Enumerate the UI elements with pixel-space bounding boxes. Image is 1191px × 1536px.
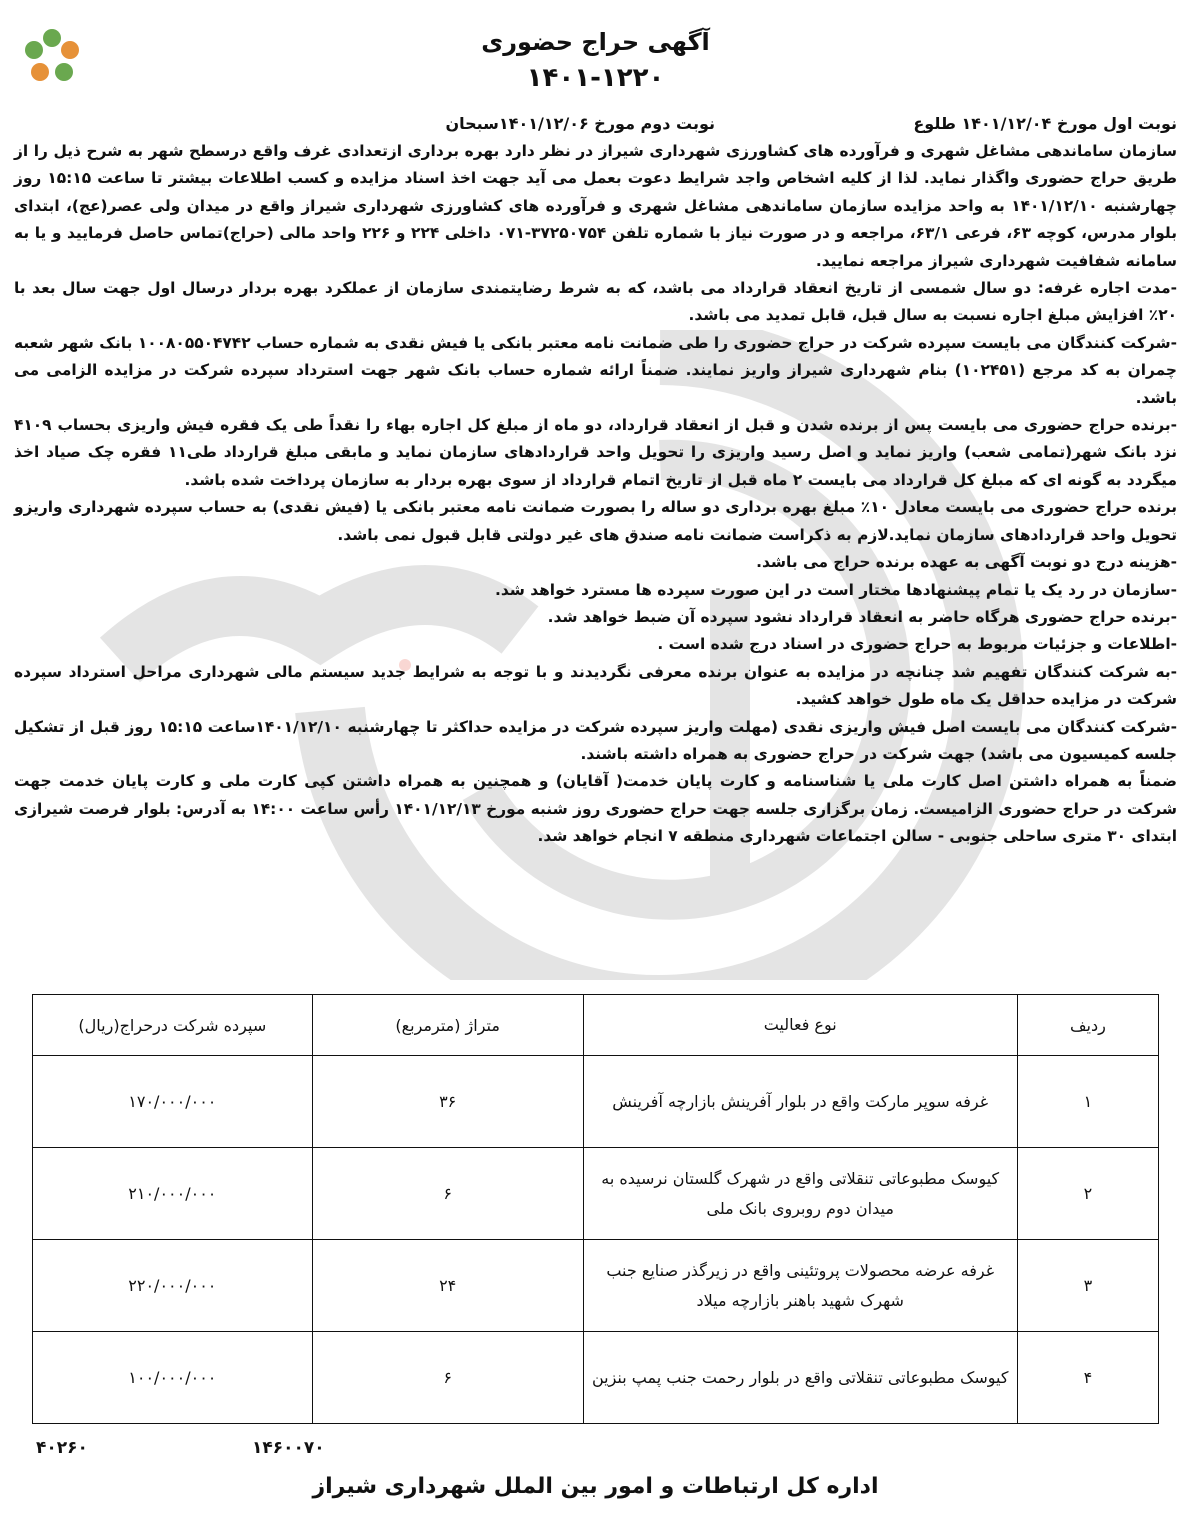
row-index: ۴ xyxy=(1017,1332,1158,1424)
table-row xyxy=(33,1240,1159,1332)
row-area: ۶ xyxy=(312,1332,583,1424)
row-area: ۳۶ xyxy=(312,1056,583,1148)
table-row xyxy=(33,1332,1159,1424)
footer-office: اداره کل ارتباطات و امور بین الملل شهرداری شیراز xyxy=(312,1474,879,1499)
code-left: ۴۰۲۶۰ xyxy=(36,1438,88,1458)
paragraph-session: ضمناً به همراه داشتن اصل کارت ملی یا شناسنامه و کارت پایان خدمت( آقایان) و همچنین به همراه داشتن کپی کارت ملی و کارت پایان خدمت جهت شرکت در حراج حضوری الزامیست. زمان برگزاری جلسه جهت حراج حضوری روز شنبه مورخ ۱۴۰۱/۱۲/۱۳ رأس ساعت ۱۴:۰۰ به آدرس: بلوار فرصت شیرازی ابتدای ۳۰ متری ساحلی جنوبی - سالن اجتماعات شهرداری منطقه ۷ انجام خواهد شد. xyxy=(14,772,1178,846)
row-deposit: ۲۱۰/۰۰۰/۰۰۰ xyxy=(33,1148,313,1240)
row-activity: کیوسک مطبوعاتی تنقلاتی واقع در شهرک گلستان نرسیده به میدان دوم روبروی بانک ملی xyxy=(583,1148,1017,1240)
row-deposit: ۲۲۰/۰۰۰/۰۰۰ xyxy=(33,1240,313,1332)
paragraph-lease-term: -مدت اجاره غرفه: دو سال شمسی از تاریخ انعقاد قرارداد می باشد، که به شرط رضایتمندی سازمان از عملکرد بهره بردار درسال اول جهت سال بعد با ۲۰٪ افزایش مبلغ اجاره نسبت به سال قبل، قابل تمدید می باشد. xyxy=(14,279,1177,325)
row-index: ۳ xyxy=(1017,1240,1158,1332)
notice-body xyxy=(14,138,1177,851)
table-row xyxy=(33,1056,1159,1148)
paragraph-refund: -به شرکت کنندگان تفهیم شد چنانچه در مزایده به عنوان برنده معرفی نگردیدند و با توجه به شرایط جدید سیستم مالی شهرداری مراحل استرداد سپرده شرکت در مزایده حداقل یک ماه طول خواهد کشید. xyxy=(14,662,1177,709)
code-right: ۱۴۶۰۰۷۰ xyxy=(252,1438,325,1458)
row-area: ۶ xyxy=(312,1148,583,1240)
header-area: متراژ (مترمربع) xyxy=(312,995,583,1056)
paragraph-rejection: -سازمان در رد یک یا تمام پیشنهادها مختار است در این صورت سپرده ها مسترد خواهد شد. xyxy=(495,580,1177,599)
header-activity: نوع فعالیت xyxy=(583,995,1017,1056)
table-header-row xyxy=(33,995,1159,1056)
header-index: ردیف xyxy=(1017,995,1158,1056)
row-deposit: ۱۷۰/۰۰۰/۰۰۰ xyxy=(33,1056,313,1148)
paragraph-payment: -برنده حراج حضوری می بایست پس از برنده شدن و قبل از انعقاد قرارداد، دو ماه از مبلغ کل اجاره بهاء را نقداً طی یک فقره فیش واریزی بحساب ۴۱۰۹ نزد بانک شهر(تمامی شعب) واریز نماید و اصل رسید واریزی را تحویل واحد قراردادهای سازمان نماید و مابقی مبلغ قرارداد طی۱۱ فقره چک صیاد اخذ میگردد به گونه ای که مبلغ کل قرارداد می بایست ۲ ماه قبل از تاریخ اتمام قرارداد از سوی بهره بردار به سازمان پرداخت شده باشد. xyxy=(14,416,1178,489)
row-index: ۲ xyxy=(1017,1148,1158,1240)
notice-number: ۱۴۰۱-۱۲۲۰ xyxy=(526,63,665,93)
table-row xyxy=(33,1148,1159,1240)
second-run-date: نوبت دوم مورخ ۱۴۰۱/۱۲/۰۶سبحان xyxy=(445,114,715,133)
row-area: ۲۴ xyxy=(312,1240,583,1332)
paragraph-intro: سازمان ساماندهی مشاغل شهری و فرآورده های کشاورزی شهرداری شیراز در نظر دارد بهره برداری ازتعدادی غرف واقع درسطح شهر به شرح ذیل را از طریق حراج حضوری واگذار نماید. لذا از کلیه اشخاص واجد شرایط دعوت بعمل می آید جهت اخذ اسناد مزایده و کسب اطلاعات بیشتر تا ساعت ۱۵:۱۵ روز چهارشنبه ۱۴۰۱/۱۲/۱۰ به واحد مزایده سازمان ساماندهی مشاغل شهری و فرآورده های کشاورزی شهرداری شیراز واقع در میدان ولی عصر(عج)، ابتدای بلوار مدرس، کوچه ۶۳، فرعی ۶۳/۱، مراجعه و در صورت نیاز با شماره تلفن ۳۷۲۵۰۷۵۴-۰۷۱ داخلی ۲۲۴ و ۲۲۶ واحد مالی (حراج)تماس حاصل فرمایید و یا به سامانه شفافیت شهرداری شیراز مراجعه نمایید. xyxy=(14,142,1177,270)
notice-title: آگهی حراج حضوری xyxy=(481,28,710,56)
paragraph-guarantee: برنده حراج حضوری می بایست معادل ۱۰٪ مبلغ بهره برداری دو ساله را بصورت ضمانت نامه معتبر بانکی یا (فیش نقدی) به حساب سپرده شهرداری واریزو تحویل واحد قراردادهای سازمان نماید.لازم به ذکراست ضمانت نامه صندق های غیر دولتی قابل قبول نمی باشد. xyxy=(14,498,1177,544)
paragraph-deposit: -شرکت کنندگان می بایست سپرده شرکت در حراج حضوری را طی ضمانت نامه معتبر بانکی یا فیش نقدی به شماره حساب ۱۰۰۸۰۵۵۰۴۷۴۲ بانک شهر شعبه چمران به کد مرجع (۱۰۲۴۵۱) بنام شهرداری شیراز واریز نمایند. ضمناً ارائه شماره حساب بانک شهر جهت استرداد سپرده شرکت در مزایده الزامی می باشد. xyxy=(14,333,1177,407)
items-table xyxy=(32,994,1159,1424)
paragraph-receipt: -شرکت کنندگان می بایست اصل فیش واریزی نقدی (مهلت واریز سپرده شرکت در مزایده حداکثر تا چهارشنبه ۱۴۰۱/۱۲/۱۰ساعت ۱۵:۱۵ روز قبل از تشکیل جلسه کمیسیون می باشد) جهت شرکت در حراج حضوری به همراه داشته باشند. xyxy=(14,717,1177,763)
paragraph-ad-cost: -هزینه درج دو نوبت آگهی به عهده برنده حراج می باشد. xyxy=(756,553,1177,572)
row-activity: غرفه عرضه محصولات پروتئینی واقع در زیرگذر صنایع جنب شهرک شهید باهنر بازارچه میلاد xyxy=(583,1240,1017,1332)
paragraph-details: -اطلاعات و جزئیات مربوط به حراج حضوری در اسناد درج شده است . xyxy=(657,635,1177,654)
header-deposit: سپرده شرکت درحراج(ریال) xyxy=(33,995,313,1056)
first-run-date: نوبت اول مورخ ۱۴۰۱/۱۲/۰۴ طلوع xyxy=(913,114,1177,133)
paragraph-forfeit: -برنده حراج حضوری هرگاه حاضر به انعقاد قرارداد نشود سپرده آن ضبط خواهد شد. xyxy=(547,607,1177,626)
row-deposit: ۱۰۰/۰۰۰/۰۰۰ xyxy=(33,1332,313,1424)
row-index: ۱ xyxy=(1017,1056,1158,1148)
row-activity: کیوسک مطبوعاتی تنقلاتی واقع در بلوار رحمت جنب پمپ بنزین xyxy=(583,1332,1017,1424)
row-activity: غرفه سوپر مارکت واقع در بلوار آفرینش بازارچه آفرینش xyxy=(583,1056,1017,1148)
